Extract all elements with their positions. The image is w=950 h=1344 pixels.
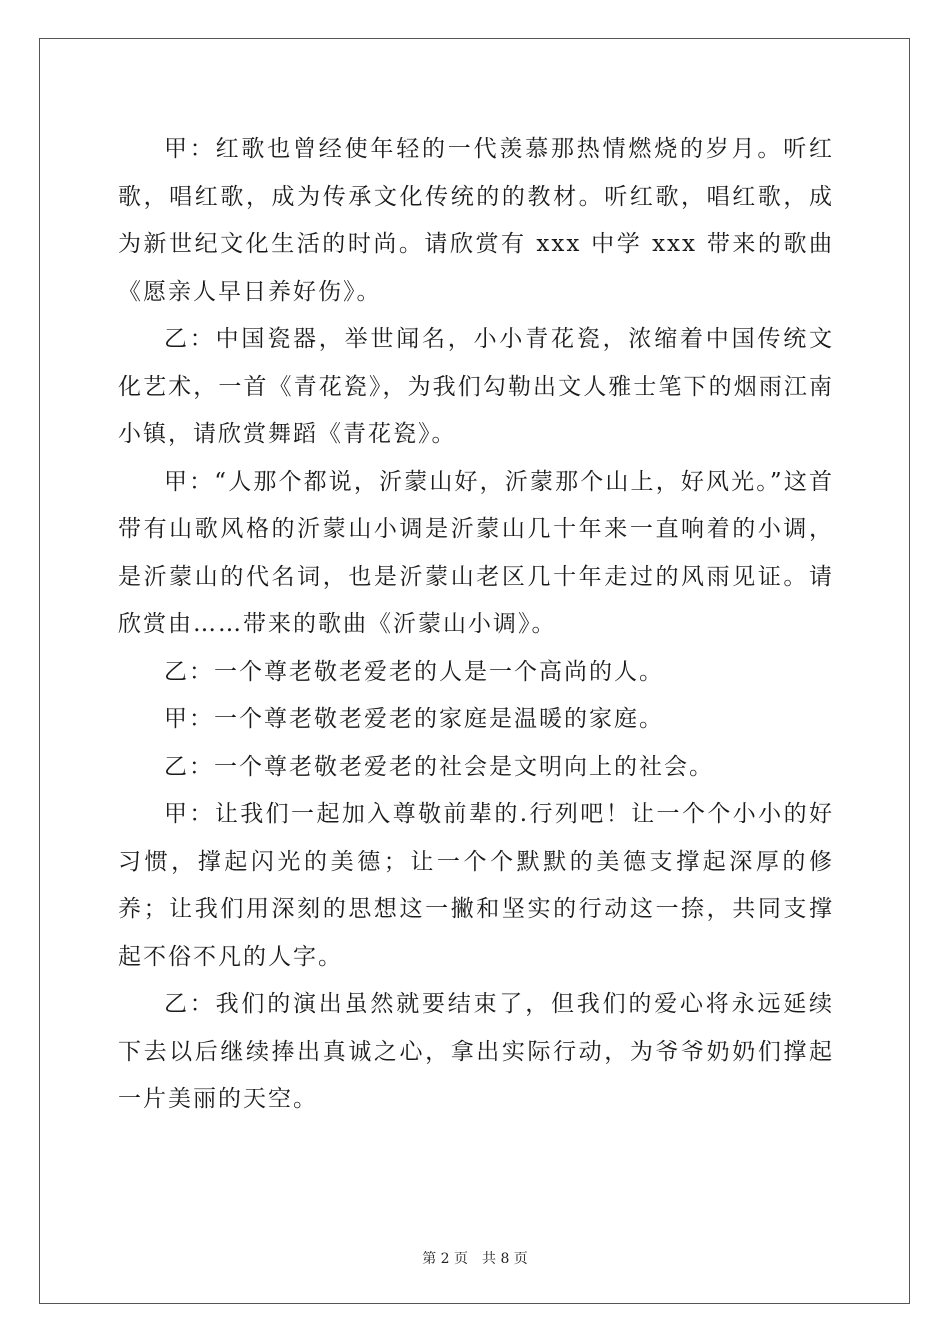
paragraph-3: 甲：“人那个都说，沂蒙山好，沂蒙那个山上，好风光。”这首带有山歌风格的沂蒙山小调是沂蒙山几十年来一直响着的小调，是沂蒙山的代名词，也是沂蒙山老区几十年走过的风雨见证。请欣赏由……带来的歌曲《沂蒙山小调》。 <box>118 468 834 637</box>
paragraph-2: 乙：中国瓷器，举世闻名，小小青花瓷，浓缩着中国传统文化艺术，一首《青花瓷》，为我们勾勒出文人雅士笔下的烟雨江南小镇，请欣赏舞蹈《青花瓷》。 <box>118 326 834 447</box>
paragraph-8: 乙：我们的演出虽然就要结束了，但我们的爱心将永远延续下去以后继续捧出真诚之心，拿出实际行动，为爷爷奶奶们撑起一片美丽的天空。 <box>118 991 834 1112</box>
paragraph-7: 甲：让我们一起加入尊敬前辈的.行列吧！让一个个小小的好习惯，撑起闪光的美德；让一个个默默的美德支撑起深厚的修养；让我们用深刻的思想这一撇和坚实的行动这一捺，共同支撑起不俗不凡的人字。 <box>118 801 834 970</box>
paragraph-5: 甲：一个尊老敬老爱老的家庭是温暖的家庭。 <box>164 706 664 732</box>
paragraph-1: 甲：红歌也曾经使年轻的一代羡慕那热情燃烧的岁月。听红歌，唱红歌，成为传承文化传统的的教材。听红歌，唱红歌，成为新世纪文化生活的时尚。请欣赏有 xxx 中学 xxx 带来的歌曲《愿亲人早日养好伤》。 <box>118 136 834 305</box>
document-body <box>118 126 834 1124</box>
paragraph-6: 乙：一个尊老敬老爱老的社会是文明向上的社会。 <box>164 753 714 780</box>
paragraph-4: 乙：一个尊老敬老爱老的人是一个高尚的人。 <box>164 658 664 685</box>
page-footer: 第 2 页 共 8 页 <box>422 1251 528 1267</box>
